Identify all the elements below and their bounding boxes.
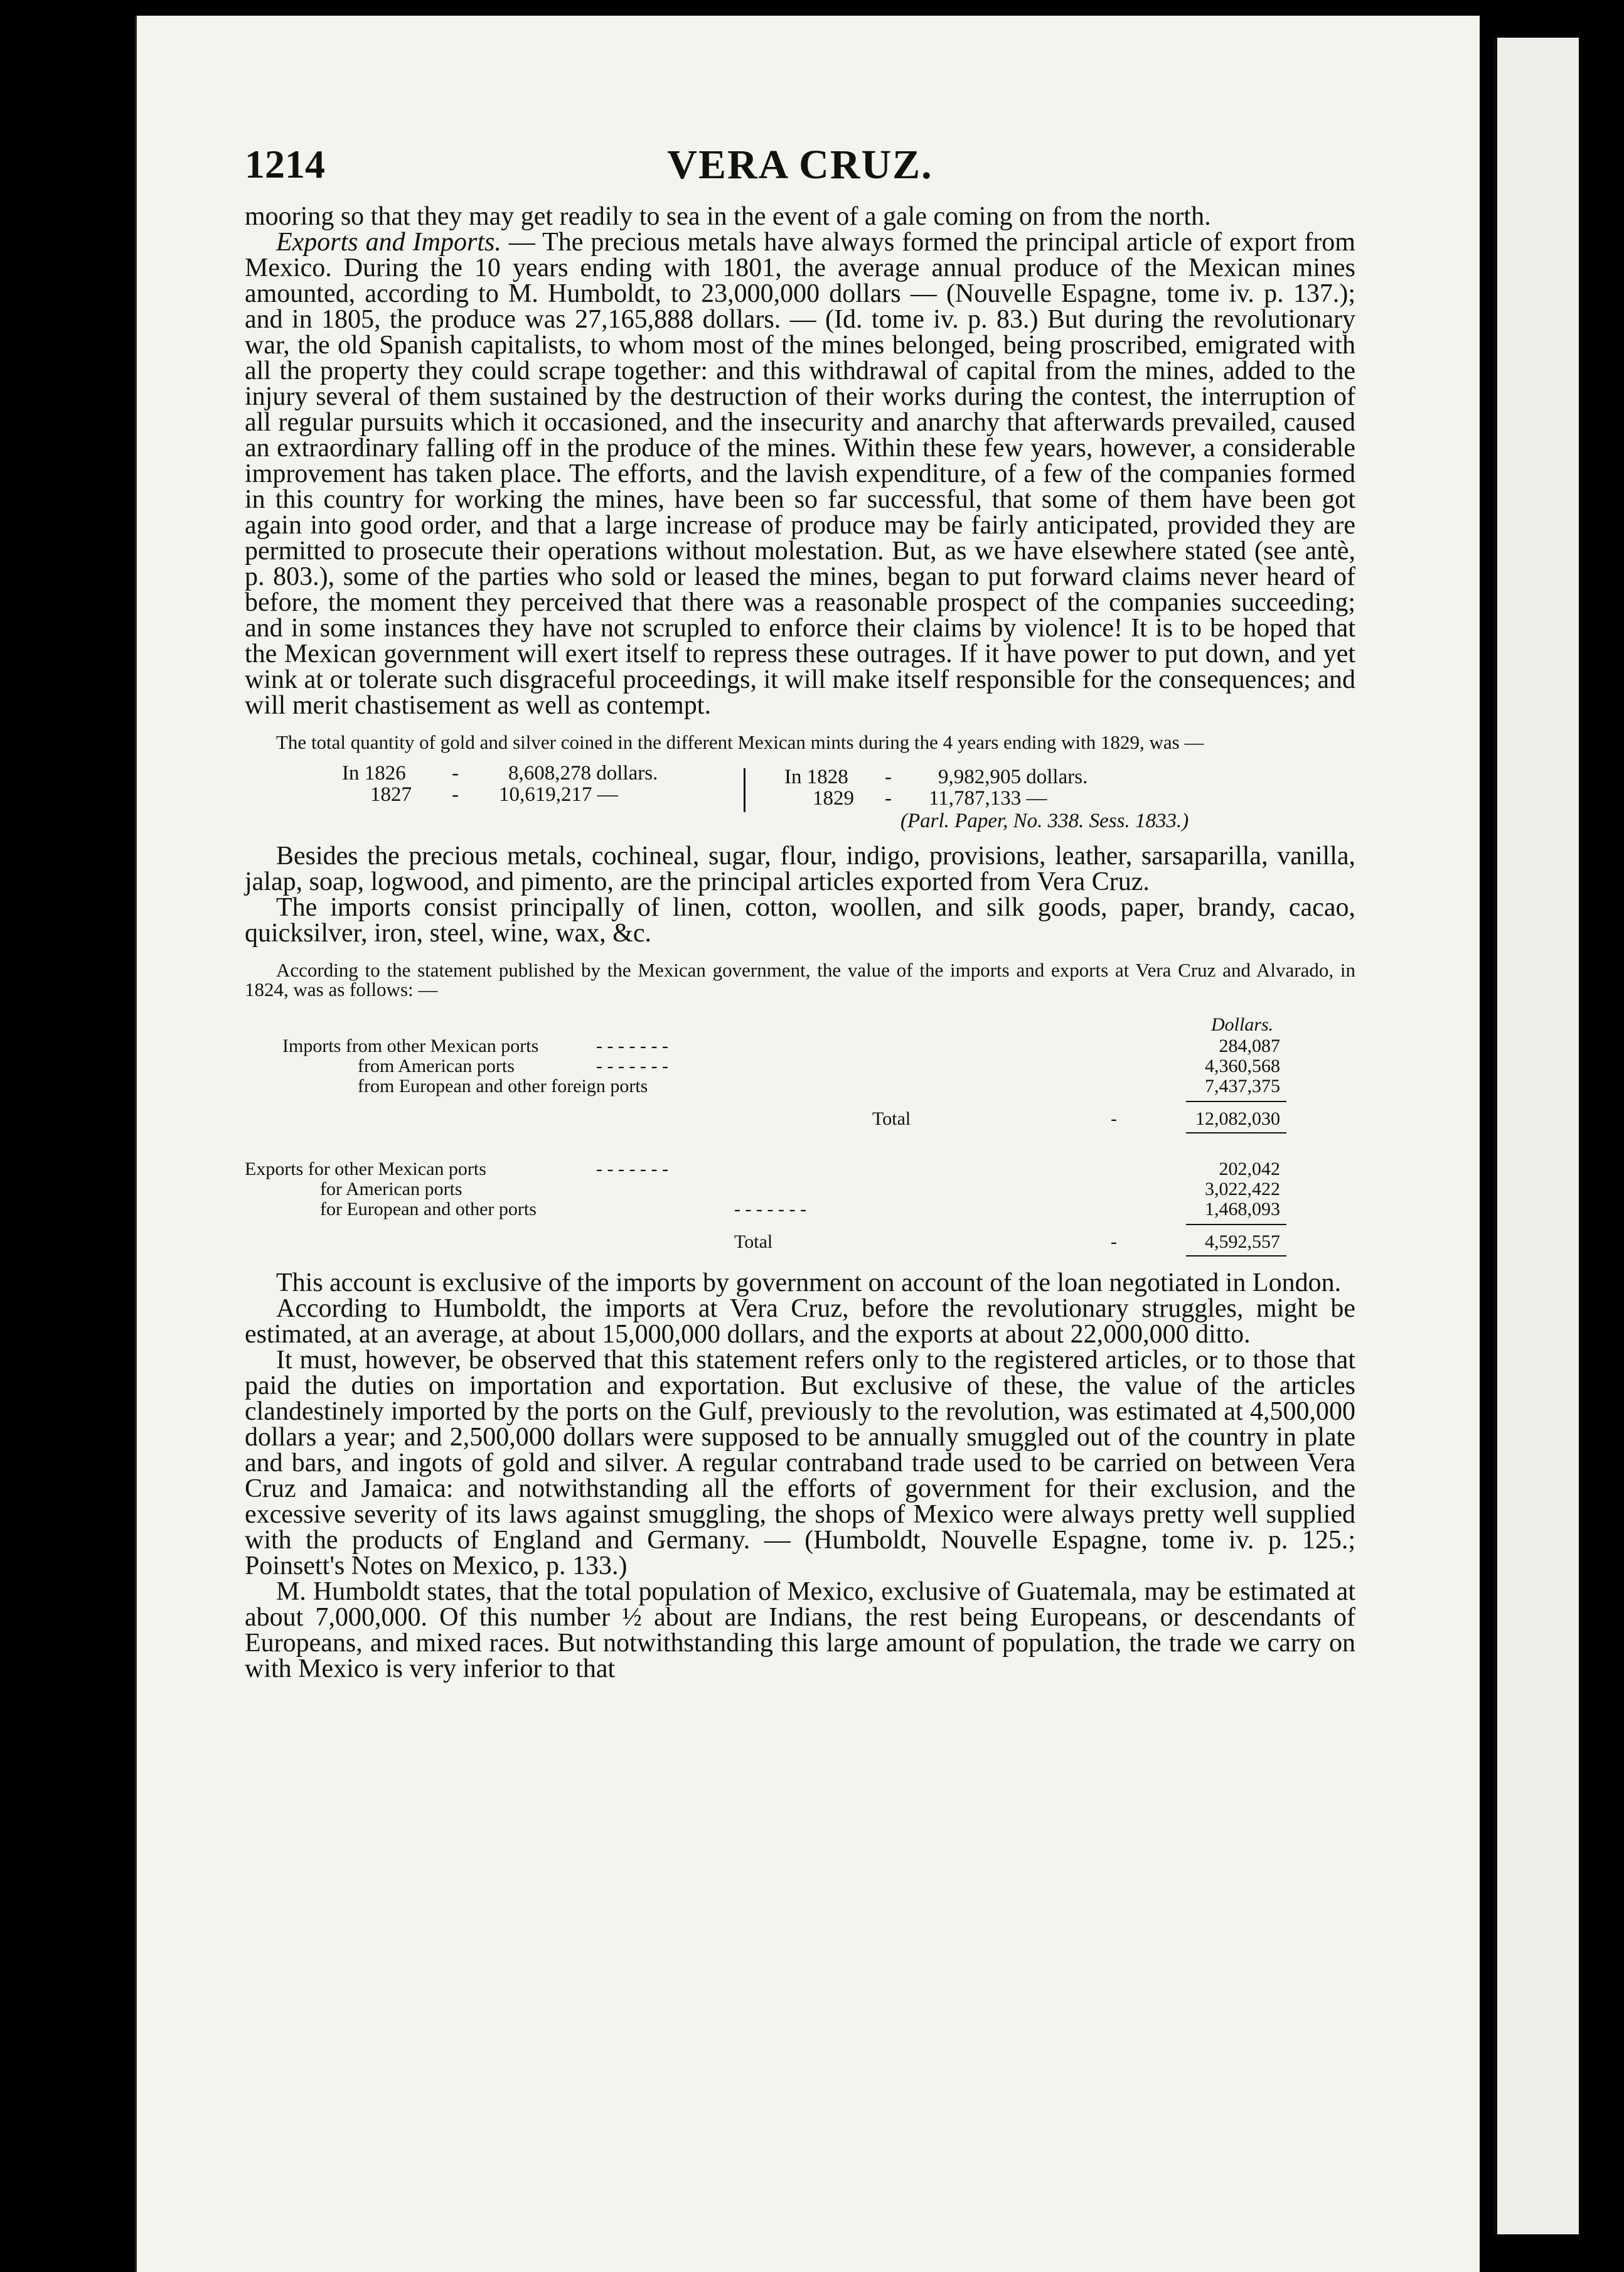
mint-year-1827: 1827 xyxy=(370,783,412,806)
export-row-value: 1,468,093 xyxy=(1205,1199,1280,1219)
section-lead-exports-imports: Exports and Imports. xyxy=(276,228,501,257)
leader-dots: - - - - - - - xyxy=(596,1159,668,1179)
export-row-label: for American ports xyxy=(320,1179,462,1199)
mint-value-1828: 9,982,905 dollars. xyxy=(938,766,1088,788)
mint-intro: The total quantity of gold and silver coined in the different Mexican mints during the 4 years ending with 1829, was — xyxy=(276,731,1204,753)
mint-dash: - xyxy=(452,762,459,785)
running-head: VERA CRUZ. xyxy=(667,142,933,188)
total-dash: - xyxy=(1111,1108,1117,1129)
mint-dash: - xyxy=(885,787,892,810)
mint-dash: - xyxy=(452,783,459,806)
total-rule xyxy=(1186,1255,1286,1257)
paragraph-population: M. Humboldt states, that the total population of Mexico, exclusive of Guatemala, may be estimated at about 7,000,000. Of this number ½ about are Indians, the rest being Europeans, or descendants of Europeans, and mixed races. But notwithstanding this large amount of population, the trade we carry on with Mexico is very inferior to that xyxy=(245,1577,1355,1683)
mint-year-1828: In 1828 xyxy=(784,766,848,788)
mint-year-1826: In 1826 xyxy=(342,762,406,785)
sum-rule xyxy=(1186,1224,1286,1225)
paragraph-exports-imports xyxy=(245,230,1355,719)
imports-total-value: 12,082,030 xyxy=(1195,1108,1280,1129)
total-dash: - xyxy=(1111,1231,1117,1252)
export-row-label: Exports for other Mexican ports xyxy=(245,1159,486,1179)
paragraph-imports: The imports consist principally of linen, cotton, woollen, and silk goods, paper, brandy, cacao, quicksilver, iron, steel, wine, wax, &c. xyxy=(245,893,1355,948)
paragraph-mooring: mooring so that they may get readily to sea in the event of a gale coming on from the north. xyxy=(245,202,1211,231)
export-row-value: 202,042 xyxy=(1219,1159,1280,1179)
paragraph-exports-imports-body: — The precious metals have always formed the principal article of export from Mexico. During the 10 years ending with 1801, the average annual produce of the Mexican mines amounted, according to M. Humboldt, to 23,000,000 dollars — (Nouvelle Espagne, tome iv. p. 137.); and in 1805, the produce was 27,165,888 dollars. — (Id. tome iv. p. 83.) But during the revolutionary war, the old Spanish capitalists, to whom most of the mines belonged, being proscribed, emigrated with all the property they could scrape together: and this withdrawal of capital from the mines, added to the injury several of them sustained by the destruction of their works during the contest, the interruption of all regular pursuits which it occasioned, and the insecurity and anarchy that afterwards prevailed, caused an extraordinary falling off in the produce of the mines. Within these few years, however, a considerable improvement has taken place. The efforts, and the lavish expenditure, of a few of the companies formed in this country for working the mines, have been so far successful, that some of them have been got again into good order, and that a large increase of produce may be fairly anticipated, provided they are permitted to prosecute their operations without molestation. But, as we have elsewhere stated (see antè, p. 803.), some of the parties who sold or leased the mines, began to put forward claims never heard of before, the moment they perceived that there was a reasonable prospect of the companies succeeding; and in some instances they have not scrupled to enforce their claims by violence! It is to be hoped that the Mexican government will exert itself to repress these outrages. If it have power to put down, and yet wink at or tolerate such disgraceful proceedings, it will make itself responsible for the consequences; and will merit chastisement as well as contempt. xyxy=(245,228,1355,720)
import-row-label: Imports from other Mexican ports xyxy=(282,1036,539,1056)
mint-dash: - xyxy=(885,766,892,788)
mint-value-1829: 11,787,133 — xyxy=(929,787,1047,810)
exports-total-label: Total xyxy=(734,1231,773,1252)
exports-total-value: 4,592,557 xyxy=(1205,1231,1280,1252)
leader-dots: - - - - - - - xyxy=(734,1199,806,1219)
mint-value-1827: 10,619,217 — xyxy=(499,783,618,806)
mint-table xyxy=(245,762,1355,844)
import-row-label: from European and other foreign ports xyxy=(358,1076,648,1096)
import-row-value: 284,087 xyxy=(1219,1036,1280,1056)
import-row-value: 4,360,568 xyxy=(1205,1056,1280,1076)
leader-dots: - - - - - - - xyxy=(596,1036,668,1056)
leader-dots: - - - - - - - xyxy=(596,1056,668,1076)
currency-header: Dollars. xyxy=(1211,1014,1274,1035)
trade-intro: According to the statement published by the Mexican government, the value of the imports and exports at Vera Cruz and Alvarado, in 1824, was as follows: — xyxy=(245,959,1355,1000)
paragraph-loan-note: This account is exclusive of the imports by government on account of the loan negotiated in London. xyxy=(276,1268,1342,1297)
mint-year-1829: 1829 xyxy=(813,787,854,810)
paragraph-contraband: It must, however, be observed that this statement refers only to the registered articles, or to those that paid the duties on importation and exportation. But exclusive of these, the value of the articles clandestinely imported by the ports on the Gulf, previously to the revolution, was estimated at 4,500,000 dollars a year; and 2,500,000 dollars were supposed to be annually smuggled out of the country in plate and bars, and ingots of gold and silver. A regular contraband trade used to be carried on between Vera Cruz and Jamaica: and notwithstanding all the efforts of government for their exclusion, and the excessive severity of its laws against smuggling, the shops of Mexico were always pretty well supplied with the products of England and Germany. — (Humboldt, Nouvelle Espagne, tome iv. p. 125.; Poinsett's Notes on Mexico, p. 133.) xyxy=(245,1346,1355,1580)
sum-rule xyxy=(1186,1101,1286,1102)
mint-divider xyxy=(744,768,745,812)
import-row-value: 7,437,375 xyxy=(1205,1076,1280,1096)
export-row-label: for European and other ports xyxy=(320,1199,537,1219)
mint-value-1826: 8,608,278 dollars. xyxy=(508,762,658,785)
trade-table xyxy=(245,1007,1355,1270)
paragraph-humboldt-imports: According to Humboldt, the imports at Vera Cruz, before the revolutionary struggles, might be estimated, at an average, at about 15,000,000 dollars, and the exports at about 22,000,000 ditto. xyxy=(245,1294,1355,1349)
export-row-value: 3,022,422 xyxy=(1205,1179,1280,1199)
adjacent-page-edge xyxy=(1493,38,1579,2234)
paragraph-other-exports: Besides the precious metals, cochineal, sugar, flour, indigo, provisions, leather, sarsaparilla, vanilla, jalap, soap, logwood, and pimento, are the principal articles exported from Vera Cruz. xyxy=(245,842,1355,896)
page-content xyxy=(245,141,1355,1682)
imports-total-label: Total xyxy=(872,1108,911,1129)
total-rule xyxy=(1186,1132,1286,1133)
mint-source: (Parl. Paper, No. 338. Sess. 1833.) xyxy=(900,810,1189,832)
import-row-label: from American ports xyxy=(358,1056,515,1076)
page-number: 1214 xyxy=(245,142,325,186)
page-header xyxy=(245,141,1355,204)
